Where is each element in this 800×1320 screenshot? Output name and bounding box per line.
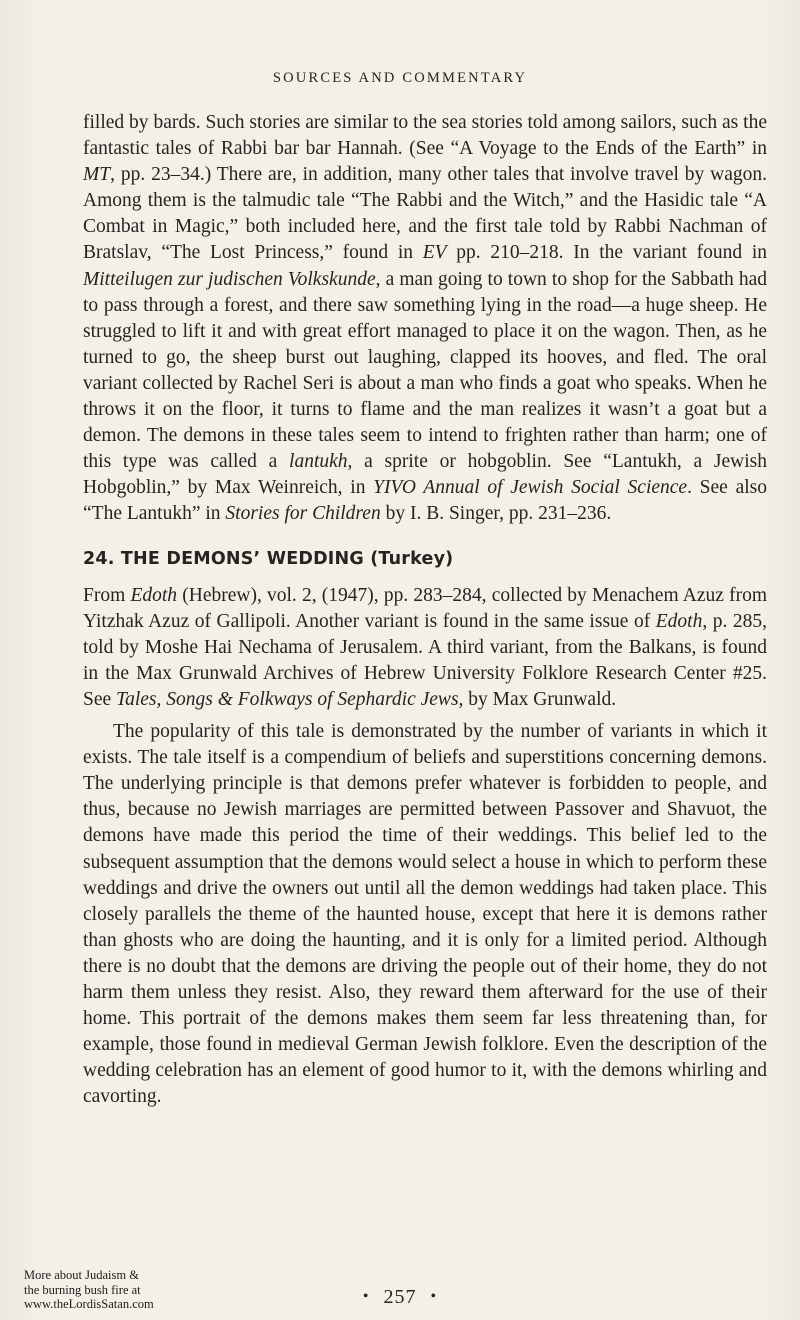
- text-run: filled by bards. Such stories are similar to the sea stories told among sailors, such as the fantastic tales of Rabbi bar bar Hannah. (See “A Voyage to the Ends of the Earth” in: [83, 112, 767, 160]
- section-heading: [83, 546, 767, 572]
- text-run: (Hebrew), vol. 2, (1947), pp. 283–284, collected by Menachem Azuz from Yitzhak Azuz of Gallipoli. Another variant is found in the same issue of: [83, 584, 767, 632]
- text-run: , p. 285, told by Moshe Hai Nechama of Jerusalem. A third variant, from the Balkans, is found in the Max Grunwald Archives of Hebrew University Folklore Research Center #25. See: [83, 610, 767, 710]
- text-run: , a sprite or hobgoblin. See “Lantukh, a Jewish Hobgoblin,” by Max Weinreich, in: [83, 451, 767, 499]
- italic-term-lantukh: lantukh: [289, 451, 348, 473]
- text-run: , a man going to town to shop for the Sabbath had to pass through a forest, and there saw something lying in the road—a huge sheep. He struggled to lift it and with great effort managed to place it on the wagon. Then, as he turned to go, the sheep burst out laughing, clapped its hooves, and fled. The oral variant collected by Rachel Seri is about a man who finds a goat who speaks. When he throws it on the floor, it turns to flame and the man realizes it wasn’t a goat but a demon. The demons in these tales seem to intend to frighten rather than harm; one of this type was called a: [83, 268, 767, 473]
- footer-note-line: More about Judaism &: [24, 1268, 139, 1282]
- italic-title-stories: Stories for Children: [225, 503, 381, 525]
- text-run: by I. B. Singer, pp. 231–236.: [380, 503, 612, 525]
- text-run: . See also “The Lantukh” in: [83, 477, 767, 525]
- body-text: [83, 110, 767, 1110]
- footer-note-line: the burning bush fire at: [24, 1282, 141, 1297]
- section-region: (Turkey): [370, 548, 454, 569]
- italic-title-edoth: Edoth: [655, 610, 703, 632]
- running-head: SOURCES AND COMMENTARY: [272, 70, 528, 86]
- paragraph-commentary: The popularity of this tale is demonstrated by the number of variants in which it exists. The tale itself is a compendium of beliefs and superstitions concerning demons. The underlying principle is that demons prefer whatever is forbidden to people, and thus, because no Jewish marriages are permitted between Passover and Shavuot, the demons have made this period the time of their weddings. This belief led to the subsequent assumption that the demons would select a house in which to perform these weddings and drive the owners out until all the demon weddings had taken place. This closely parallels the theme of the haunted house, except that here it is demons rather than ghosts who are doing the haunting, and it is only for a limited period. Although there is no doubt that the demons are driving the people out of their home, they do not harm them unless they resist. Also, they reward them afterward for the use of their home. This portrait of the demons makes them seem far less threatening than, for example, those found in medieval German Jewish folklore. Even the description of the wedding celebration has an element of good humor to it, with the demons whirling and cavorting.: [83, 721, 767, 1108]
- paragraph-sources: [83, 583, 767, 713]
- paragraph-wagon-tales: [83, 110, 767, 528]
- text-run: pp. 210–218. In the variant found in: [446, 242, 767, 264]
- italic-title-mitteilungen: Mitteilugen zur judischen Volkskunde: [83, 268, 376, 290]
- italic-title-tales: Tales, Songs & Folkways of Sephardic Jews: [116, 688, 459, 710]
- section-number: 24.: [83, 548, 115, 569]
- section-title: THE DEMONS’ WEDDING: [120, 548, 364, 569]
- italic-abbrev-ev: EV: [422, 242, 447, 264]
- text-run: , pp. 23–34.) There are, in addition, many other tales that involve travel by wagon. Among them is the talmudic tale “The Rabbi and the Witch,” and the Hasidic tale “A Combat in Magic,” both included here, and the first tale told by Rabbi Nachman of Bratslav, “The Lost Princess,” found in: [83, 164, 767, 264]
- folio-dot-right: •: [430, 1288, 438, 1305]
- text-run: From: [83, 584, 131, 606]
- text-run: , by Max Grunwald.: [458, 688, 617, 710]
- page-folio: [0, 1286, 800, 1309]
- page-number: 257: [383, 1286, 417, 1308]
- italic-title-yivo: YIVO Annual of Jewish Social Science: [373, 477, 688, 499]
- footer-note-link[interactable]: www.theLordisSatan.com: [24, 1297, 154, 1311]
- italic-abbrev-mt: MT: [83, 164, 111, 186]
- italic-title-edoth: Edoth: [130, 584, 178, 606]
- folio-dot-left: •: [362, 1288, 370, 1305]
